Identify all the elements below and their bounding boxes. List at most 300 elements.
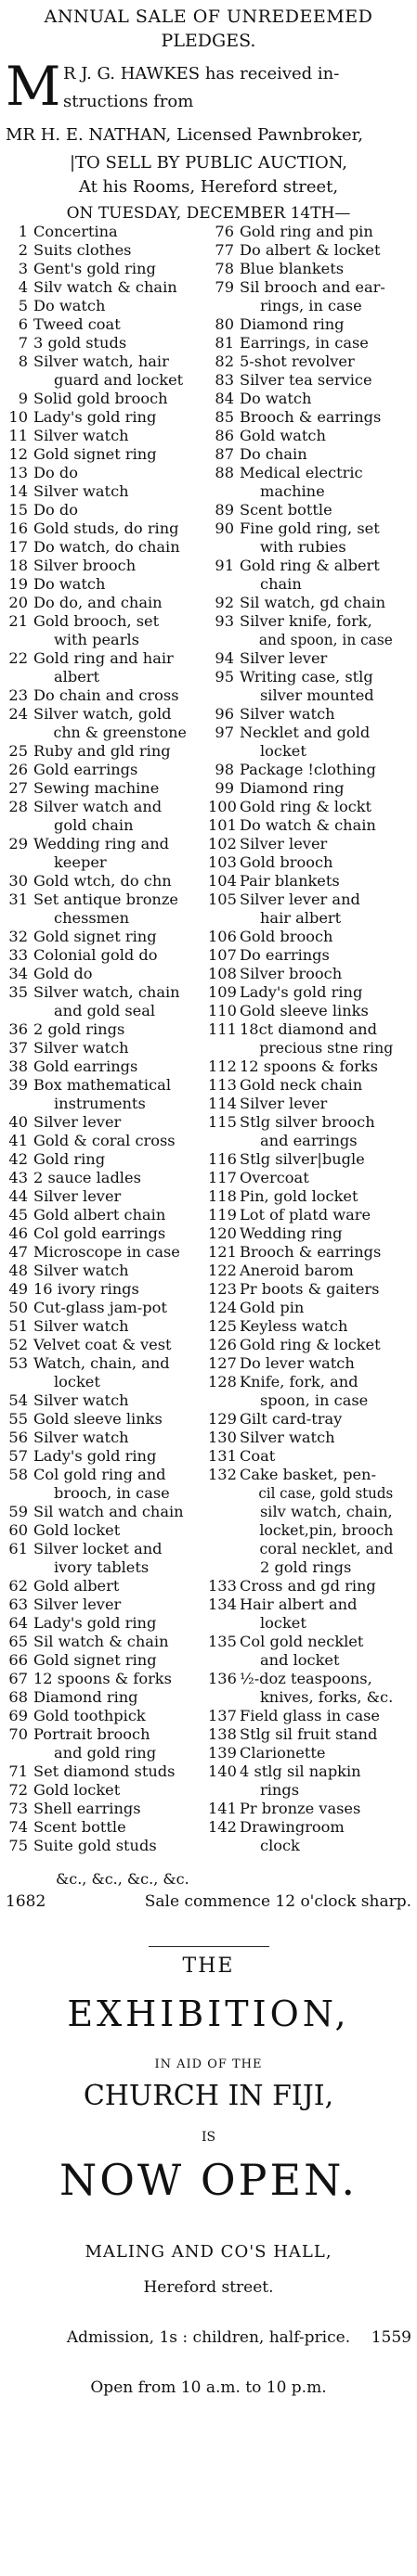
- lot-description: Gold wtch, do chn: [33, 872, 172, 890]
- lot-description: Gold ring & albert: [240, 557, 380, 574]
- lot-number: 12: [8, 445, 28, 463]
- lot-number: 49: [8, 1280, 28, 1298]
- lot-item: [208, 1800, 413, 1818]
- sale-method-line: |TO SELL BY PUBLIC AUCTION,: [69, 153, 348, 173]
- lot-item: [208, 946, 413, 965]
- lot-item: [208, 1744, 413, 1762]
- lot-item: [2, 983, 207, 1002]
- lot-item: [208, 1373, 413, 1391]
- lot-item: [2, 519, 207, 538]
- lot-item: [208, 1187, 413, 1206]
- lot-number: 14: [8, 482, 28, 500]
- lot-number: [208, 742, 240, 761]
- lot-item: [2, 1818, 207, 1837]
- lot-description: 2 gold rings: [260, 1558, 352, 1576]
- lot-number: 119: [208, 1206, 237, 1224]
- lot-number: 31: [8, 891, 28, 908]
- lot-description: gold chain: [54, 816, 134, 834]
- lot-item: [208, 742, 413, 761]
- lot-description: Col gold necklet: [240, 1633, 364, 1650]
- lot-number: 118: [208, 1187, 237, 1205]
- lot-description: Writing case, stlg: [240, 668, 373, 686]
- lot-number: 98: [215, 761, 234, 778]
- lot-item: [2, 594, 207, 612]
- lot-number: 92: [215, 594, 234, 611]
- lot-item: [208, 445, 413, 464]
- lot-item: [208, 891, 413, 909]
- lot-number: 23: [8, 686, 28, 704]
- lot-description: Sil watch and chain: [33, 1503, 184, 1520]
- lot-item: [2, 779, 207, 798]
- lot-number: 53: [8, 1354, 28, 1372]
- lot-item: [2, 1373, 207, 1391]
- lot-number: 74: [8, 1818, 28, 1836]
- lot-number: 44: [8, 1187, 28, 1205]
- lot-number: [2, 724, 33, 742]
- lot-item: [208, 223, 413, 241]
- lot-item: [2, 891, 207, 909]
- lot-item: [208, 538, 413, 557]
- exhibition-street: Hereford street.: [143, 2278, 274, 2297]
- lot-number: 107: [208, 946, 237, 964]
- lot-number: 96: [215, 705, 234, 723]
- lot-number: 52: [8, 1336, 28, 1353]
- exhibition-church: CHURCH IN FIJI,: [83, 2080, 334, 2112]
- lot-item: [208, 1224, 413, 1243]
- lot-number: [208, 575, 240, 594]
- lot-description: Gold toothpick: [33, 1707, 146, 1724]
- lot-description: Silver watch: [33, 427, 129, 444]
- lot-number: 73: [8, 1800, 28, 1817]
- lot-description: Silver watch and: [33, 798, 163, 815]
- lot-description: Velvet coat & vest: [33, 1336, 172, 1353]
- lot-item: [208, 482, 413, 501]
- lot-number: 40: [8, 1113, 28, 1131]
- lot-description: Do do: [33, 464, 78, 481]
- lot-item: [208, 1762, 413, 1781]
- lot-number: 108: [208, 965, 237, 982]
- lot-item: [208, 1206, 413, 1224]
- lot-description: Necklet and gold: [240, 724, 371, 741]
- lot-number: 26: [8, 761, 28, 778]
- lot-description: hair albert: [260, 909, 342, 927]
- lot-number: 86: [215, 427, 234, 444]
- lot-number: 30: [8, 872, 28, 890]
- lot-item: [208, 1837, 413, 1855]
- lot-item: [208, 779, 413, 798]
- lot-item: [2, 742, 207, 761]
- lot-number: 18: [8, 557, 28, 574]
- lot-number: 19: [8, 575, 28, 593]
- lot-item: [2, 260, 207, 278]
- lot-description: and spoon, in case: [258, 631, 393, 648]
- lot-description: with rubies: [260, 538, 346, 556]
- lot-item: [208, 501, 413, 519]
- lot-number: 28: [8, 798, 28, 815]
- lot-item: [2, 390, 207, 408]
- lot-item: [208, 1521, 413, 1540]
- lot-item: [208, 1466, 413, 1484]
- lot-description: precious stne ring: [259, 1039, 394, 1057]
- lot-item: [2, 1725, 207, 1744]
- lot-item: [208, 427, 413, 445]
- lot-number: 97: [215, 724, 234, 741]
- lot-number: 45: [8, 1206, 28, 1224]
- lot-description: rings, in case: [260, 297, 362, 314]
- lot-item: [2, 1020, 207, 1039]
- lot-number: 1: [18, 223, 28, 240]
- lot-number: 123: [208, 1280, 237, 1298]
- lot-number: 9: [18, 390, 28, 407]
- lot-number: 77: [215, 241, 234, 259]
- lot-number: 65: [8, 1633, 28, 1650]
- lot-item: [2, 668, 207, 686]
- lot-number: 83: [215, 371, 234, 389]
- lot-item: [208, 1262, 413, 1280]
- lot-description: Box mathematical: [33, 1076, 172, 1094]
- sale-footer: [6, 1889, 411, 1915]
- lot-description: Lady's gold ring: [33, 1447, 157, 1465]
- lot-number: 85: [215, 408, 234, 426]
- lot-description: Gold earrings: [33, 1057, 138, 1075]
- lot-item: [2, 557, 207, 575]
- lot-number: 48: [8, 1262, 28, 1279]
- lot-number: 46: [8, 1224, 28, 1242]
- lot-item: [208, 519, 413, 538]
- lot-number: 56: [8, 1429, 28, 1446]
- lot-item: [2, 724, 207, 742]
- lot-number: 29: [8, 835, 28, 852]
- lot-item: [2, 1039, 207, 1057]
- lot-item: [2, 1076, 207, 1095]
- lot-item: [208, 853, 413, 872]
- lot-description: Do watch: [33, 297, 106, 314]
- lot-item: [208, 649, 413, 668]
- lot-item: [2, 427, 207, 445]
- lot-item: [208, 408, 413, 427]
- lot-description: Silver watch: [33, 1391, 129, 1409]
- lot-number: 37: [8, 1039, 28, 1057]
- lot-description: Gold brooch, set: [33, 612, 160, 630]
- lot-description: Do watch: [33, 575, 106, 593]
- lot-number: 66: [8, 1651, 28, 1669]
- lot-item: [2, 1187, 207, 1206]
- lot-number: [208, 1614, 240, 1633]
- lot-item: [208, 334, 413, 352]
- lot-number: 62: [8, 1577, 28, 1595]
- lot-description: Gold ring and hair: [33, 649, 174, 667]
- lot-description: Silver brooch: [33, 557, 137, 574]
- lot-description: Gold signet ring: [33, 445, 157, 463]
- lot-description: cil case, gold studs: [258, 1484, 394, 1502]
- lot-description: Lot of platd ware: [240, 1206, 371, 1224]
- exhibition-hall: MALING AND CO'S HALL,: [85, 2242, 332, 2262]
- lot-description: 2 gold rings: [33, 1020, 125, 1038]
- lot-description: and gold ring: [54, 1744, 157, 1762]
- lot-number: 101: [208, 816, 237, 834]
- lot-description: Field glass in case: [240, 1707, 380, 1724]
- lot-description: Silver lever: [33, 1187, 122, 1205]
- lot-number: 60: [8, 1521, 28, 1539]
- lot-item: [2, 1354, 207, 1373]
- lot-number: 88: [215, 464, 234, 481]
- lot-number: 117: [208, 1169, 237, 1186]
- lot-number: 3: [18, 260, 28, 277]
- lot-description: Silver watch: [240, 705, 335, 723]
- lot-number: 25: [8, 742, 28, 760]
- lot-number: 72: [8, 1781, 28, 1799]
- lot-description: instruments: [54, 1095, 146, 1112]
- lot-number: 22: [8, 649, 28, 667]
- lot-description: Silver lever: [240, 649, 328, 667]
- lot-number: 105: [208, 891, 237, 908]
- lot-description: Blue blankets: [240, 260, 345, 277]
- lot-description: Gilt card-tray: [240, 1410, 343, 1428]
- lot-item: [208, 1113, 413, 1132]
- lot-description: Knife, fork, and: [240, 1373, 358, 1391]
- lot-item: [208, 1039, 413, 1057]
- lot-description: Do lever watch: [240, 1354, 355, 1372]
- lot-number: 55: [8, 1410, 28, 1428]
- lot-item: [2, 482, 207, 501]
- lot-description: albert: [54, 668, 100, 686]
- lot-number: 4: [18, 278, 28, 296]
- auction-headline: ANNUAL SALE OF UNREDEEMED: [44, 6, 373, 27]
- lot-number: 43: [8, 1169, 28, 1186]
- lot-description: 16 ivory rings: [33, 1280, 139, 1298]
- lot-item: [208, 594, 413, 612]
- lot-item: [208, 1410, 413, 1429]
- lot-description: Wedding ring: [240, 1224, 343, 1242]
- lot-description: Stlg silver|bugle: [240, 1150, 365, 1168]
- lot-description: Suite gold studs: [33, 1837, 157, 1854]
- drop-cap: M: [6, 55, 61, 118]
- lot-number: 109: [208, 983, 237, 1001]
- lot-number: 7: [18, 334, 28, 352]
- lot-item: [208, 1558, 413, 1577]
- lot-item: [2, 872, 207, 891]
- lot-item: [208, 371, 413, 390]
- lot-item: [2, 1095, 207, 1113]
- lot-number: 121: [208, 1243, 237, 1261]
- lot-description: Brooch & earrings: [240, 408, 382, 426]
- lot-number: 79: [215, 278, 234, 296]
- lot-number: [208, 1503, 240, 1521]
- lot-item: [208, 1670, 413, 1688]
- lot-number: 130: [208, 1429, 237, 1446]
- lot-description: Gold do: [33, 965, 93, 982]
- lot-number: 141: [208, 1800, 237, 1817]
- lot-item: [2, 241, 207, 260]
- lot-number: [208, 1651, 240, 1670]
- lot-description: Gold albert: [33, 1577, 120, 1595]
- lot-item: [208, 315, 413, 334]
- lot-item: [2, 686, 207, 705]
- lot-description: Pin, gold locket: [240, 1187, 358, 1205]
- lot-description: Gold signet ring: [33, 1651, 157, 1669]
- lot-description: Do watch: [240, 390, 312, 407]
- lot-description: Silver lever: [33, 1113, 122, 1131]
- lot-number: 54: [8, 1391, 28, 1409]
- lot-item: [208, 1540, 413, 1558]
- lot-item: [208, 724, 413, 742]
- lot-number: [2, 1095, 33, 1113]
- lot-item: [2, 575, 207, 594]
- lot-item: [2, 1800, 207, 1818]
- lot-description: Do do, and chain: [33, 594, 163, 611]
- lot-description: coral necklet, and: [259, 1540, 394, 1557]
- lot-item: [208, 1391, 413, 1410]
- lot-description: Silver locket and: [33, 1540, 163, 1557]
- lot-item: [2, 835, 207, 853]
- lot-description: Gold studs, do ring: [33, 519, 179, 537]
- lot-description: Coat: [240, 1447, 276, 1465]
- lot-number: 136: [208, 1670, 237, 1687]
- lot-number: 120: [208, 1224, 237, 1242]
- lot-item: [2, 1447, 207, 1466]
- lot-item: [2, 1243, 207, 1262]
- lot-description: Cut-glass jam-pot: [33, 1299, 167, 1316]
- exhibition-the: THE: [182, 1954, 235, 1978]
- lot-number: 91: [215, 557, 234, 574]
- lot-description: Set antique bronze: [33, 891, 178, 908]
- lot-number: 125: [208, 1317, 237, 1335]
- lot-description: Stlg silver brooch: [240, 1113, 375, 1131]
- lot-item: [208, 1076, 413, 1095]
- lot-item: [208, 928, 413, 946]
- lot-item: [208, 1243, 413, 1262]
- lot-number: [208, 1540, 240, 1558]
- lot-number: 61: [8, 1540, 28, 1557]
- lot-item: [2, 1762, 207, 1781]
- lot-number: 111: [208, 1020, 237, 1038]
- lot-description: clock: [260, 1837, 300, 1854]
- lot-number: [208, 1558, 240, 1577]
- lot-number: 35: [8, 983, 28, 1001]
- lot-description: ½-doz teaspoons,: [240, 1670, 372, 1687]
- lot-number: 75: [8, 1837, 28, 1854]
- lot-item: [208, 816, 413, 835]
- lot-number: 33: [8, 946, 28, 964]
- lot-number: [208, 482, 240, 501]
- lot-description: locket: [260, 742, 306, 760]
- lot-item: [2, 1113, 207, 1132]
- lot-item: [2, 853, 207, 872]
- lot-number: 138: [208, 1725, 237, 1743]
- lot-description: Ruby and gld ring: [33, 742, 171, 760]
- lot-description: Gent's gold ring: [33, 260, 156, 277]
- lot-description: Aneroid barom: [240, 1262, 354, 1279]
- lot-description: Gold earrings: [33, 761, 138, 778]
- etc-line: &c., &c., &c., &c.: [56, 1870, 189, 1888]
- lot-number: [208, 909, 240, 928]
- lot-description: Brooch & earrings: [240, 1243, 382, 1261]
- lot-item: [208, 1651, 413, 1670]
- lot-item: [208, 557, 413, 575]
- lot-item: [208, 1280, 413, 1299]
- lot-item: [2, 223, 207, 241]
- lot-item: [208, 965, 413, 983]
- lot-description: locket: [260, 1614, 306, 1632]
- lot-item: [2, 1633, 207, 1651]
- lot-description: Silver lever: [240, 835, 328, 852]
- lot-description: Gold locket: [33, 1521, 121, 1539]
- lot-description: Lady's gold ring: [33, 1614, 157, 1632]
- lot-number: 24: [8, 705, 28, 723]
- lot-item: [208, 1020, 413, 1039]
- lot-item: [208, 241, 413, 260]
- exhibition-admission: [6, 2325, 411, 2351]
- lot-description: Pair blankets: [240, 872, 340, 890]
- lot-description: Scent bottle: [240, 501, 332, 519]
- lot-item: [2, 705, 207, 724]
- lot-item: [2, 631, 207, 649]
- lot-description: Package !clothing: [240, 761, 376, 778]
- lot-number: 115: [208, 1113, 237, 1131]
- lot-number: 94: [215, 649, 234, 667]
- lot-item: [208, 835, 413, 853]
- lot-number: 70: [8, 1725, 28, 1743]
- lot-description: Overcoat: [240, 1169, 309, 1186]
- lot-description: Silver lever and: [240, 891, 360, 908]
- lot-item: [208, 798, 413, 816]
- lot-description: Do chain: [240, 445, 307, 463]
- lot-item: [2, 909, 207, 928]
- ad-number: 1682: [6, 1892, 46, 1911]
- lot-description: spoon, in case: [260, 1391, 369, 1409]
- lot-description: Medical electric: [240, 464, 363, 481]
- lot-description: Silv watch & chain: [33, 278, 177, 296]
- lot-number: 36: [8, 1020, 28, 1038]
- lot-number: 57: [8, 1447, 28, 1465]
- lot-item: [208, 1336, 413, 1354]
- lot-description: 3 gold studs: [33, 334, 127, 352]
- lot-number: 27: [8, 779, 28, 797]
- lot-item: [2, 371, 207, 390]
- lot-number: [208, 686, 240, 705]
- auctioneer-line: R J. G. HAWKES has received in-: [63, 64, 340, 83]
- lot-number: [208, 631, 240, 649]
- lot-description: knives, forks, &c.: [260, 1688, 394, 1706]
- lot-number: [2, 631, 33, 649]
- lot-number: 95: [215, 668, 234, 686]
- lot-item: [2, 1150, 207, 1169]
- location-line: At his Rooms, Hereford street,: [78, 177, 339, 197]
- lot-description: Do do: [33, 501, 78, 519]
- lot-description: Diamond ring: [240, 779, 345, 797]
- lot-number: 104: [208, 872, 237, 890]
- lot-item: [2, 278, 207, 297]
- lot-description: Gold signet ring: [33, 928, 157, 945]
- lot-number: 131: [208, 1447, 237, 1465]
- lot-description: Diamond ring: [33, 1688, 138, 1706]
- lot-description: Sil brooch and ear-: [240, 278, 385, 296]
- lot-number: [2, 909, 33, 928]
- lot-number: 32: [8, 928, 28, 945]
- lot-item: [2, 1651, 207, 1670]
- lot-description: Solid gold brooch: [33, 390, 168, 407]
- lot-description: Watch, chain, and: [33, 1354, 170, 1372]
- lot-item: [208, 983, 413, 1002]
- lot-number: 34: [8, 965, 28, 982]
- lot-description: brooch, in case: [54, 1484, 170, 1502]
- lot-number: 133: [208, 1577, 237, 1595]
- lot-description: Gold & coral cross: [33, 1132, 176, 1149]
- lot-item: [2, 1336, 207, 1354]
- lot-item: [208, 1688, 413, 1707]
- lot-description: machine: [260, 482, 325, 500]
- lot-number: 15: [8, 501, 28, 519]
